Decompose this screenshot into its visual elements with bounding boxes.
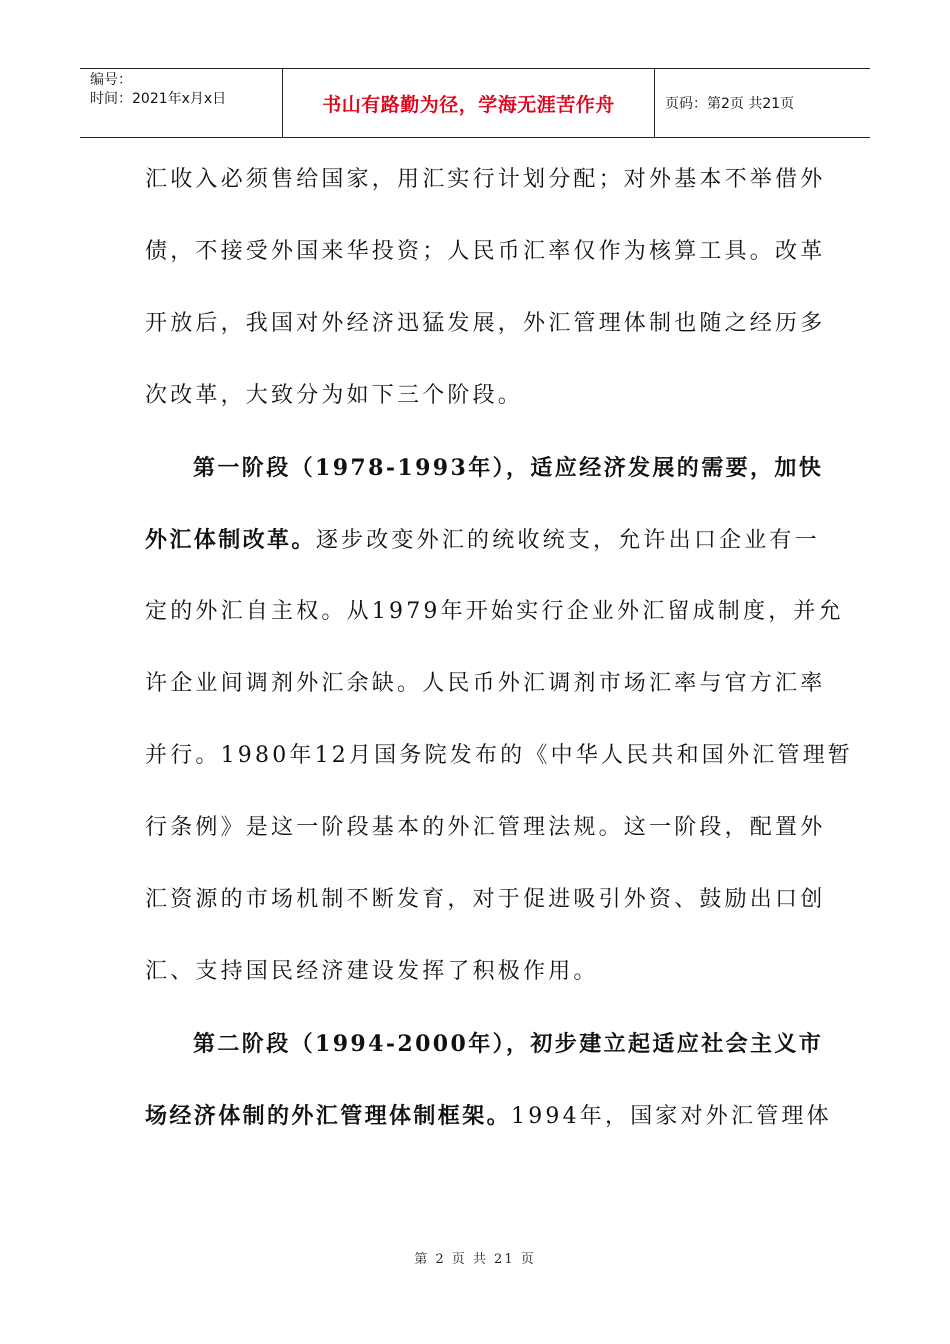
- body-line: 行条例》是这一阶段基本的外汇管理法规。这一阶段，配置外: [145, 815, 826, 840]
- page-footer: 第 2 页 共 21 页: [414, 1252, 536, 1267]
- number-label: 编号：: [90, 72, 132, 88]
- stage-two-heading: [145, 1024, 824, 1096]
- body-line: 债，不接受外国来华投资；人民币汇率仅作为核算工具。改革: [145, 239, 826, 264]
- header-page-info: 页码：第2页 共21页: [665, 96, 795, 112]
- stage-one-heading: [145, 448, 824, 520]
- body-line: 许企业间调剂外汇余缺。人民币外汇调剂市场汇率与官方汇率: [145, 671, 826, 696]
- document-header: [80, 68, 870, 138]
- body-line: [145, 520, 820, 592]
- body-line: 定的外汇自主权。从1979年开始实行企业外汇留成制度，并允: [145, 599, 844, 624]
- stage-one-title-cont: 外汇体制改革。: [145, 527, 316, 553]
- stage-two-title-cont: 场经济体制的外汇管理体制框架。: [145, 1103, 512, 1129]
- body-line: 次改革，大致分为如下三个阶段。: [145, 383, 524, 408]
- header-motto: 书山有路勤为径，学海无涯苦作舟: [282, 69, 655, 137]
- body-line: 并行。1980年12月国务院发布的《中华人民共和国外汇管理暂: [145, 743, 853, 768]
- document-body: [145, 160, 853, 1168]
- body-line: 汇资源的市场机制不断发育，对于促进吸引外资、鼓励出口创: [145, 887, 826, 912]
- stage-one-title: 第一阶段（1978-1993年），适应经济发展的需要，加快: [193, 455, 824, 481]
- header-meta: [80, 69, 282, 137]
- time-label: 时间：2021年x月x日: [90, 91, 227, 107]
- body-line: 汇收入必须售给国家，用汇实行计划分配；对外基本不举借外: [145, 167, 826, 192]
- body-text: 逐步改变外汇的统收统支，允许出口企业有一: [315, 528, 820, 553]
- body-text: 1994年，国家对外汇管理体: [511, 1104, 832, 1129]
- stage-two-title: 第二阶段（1994-2000年），初步建立起适应社会主义市: [193, 1031, 824, 1057]
- body-line: 开放后，我国对外经济迅猛发展，外汇管理体制也随之经历多: [145, 311, 826, 336]
- body-line: [145, 1096, 832, 1168]
- body-line: 汇、支持国民经济建设发挥了积极作用。: [145, 959, 599, 984]
